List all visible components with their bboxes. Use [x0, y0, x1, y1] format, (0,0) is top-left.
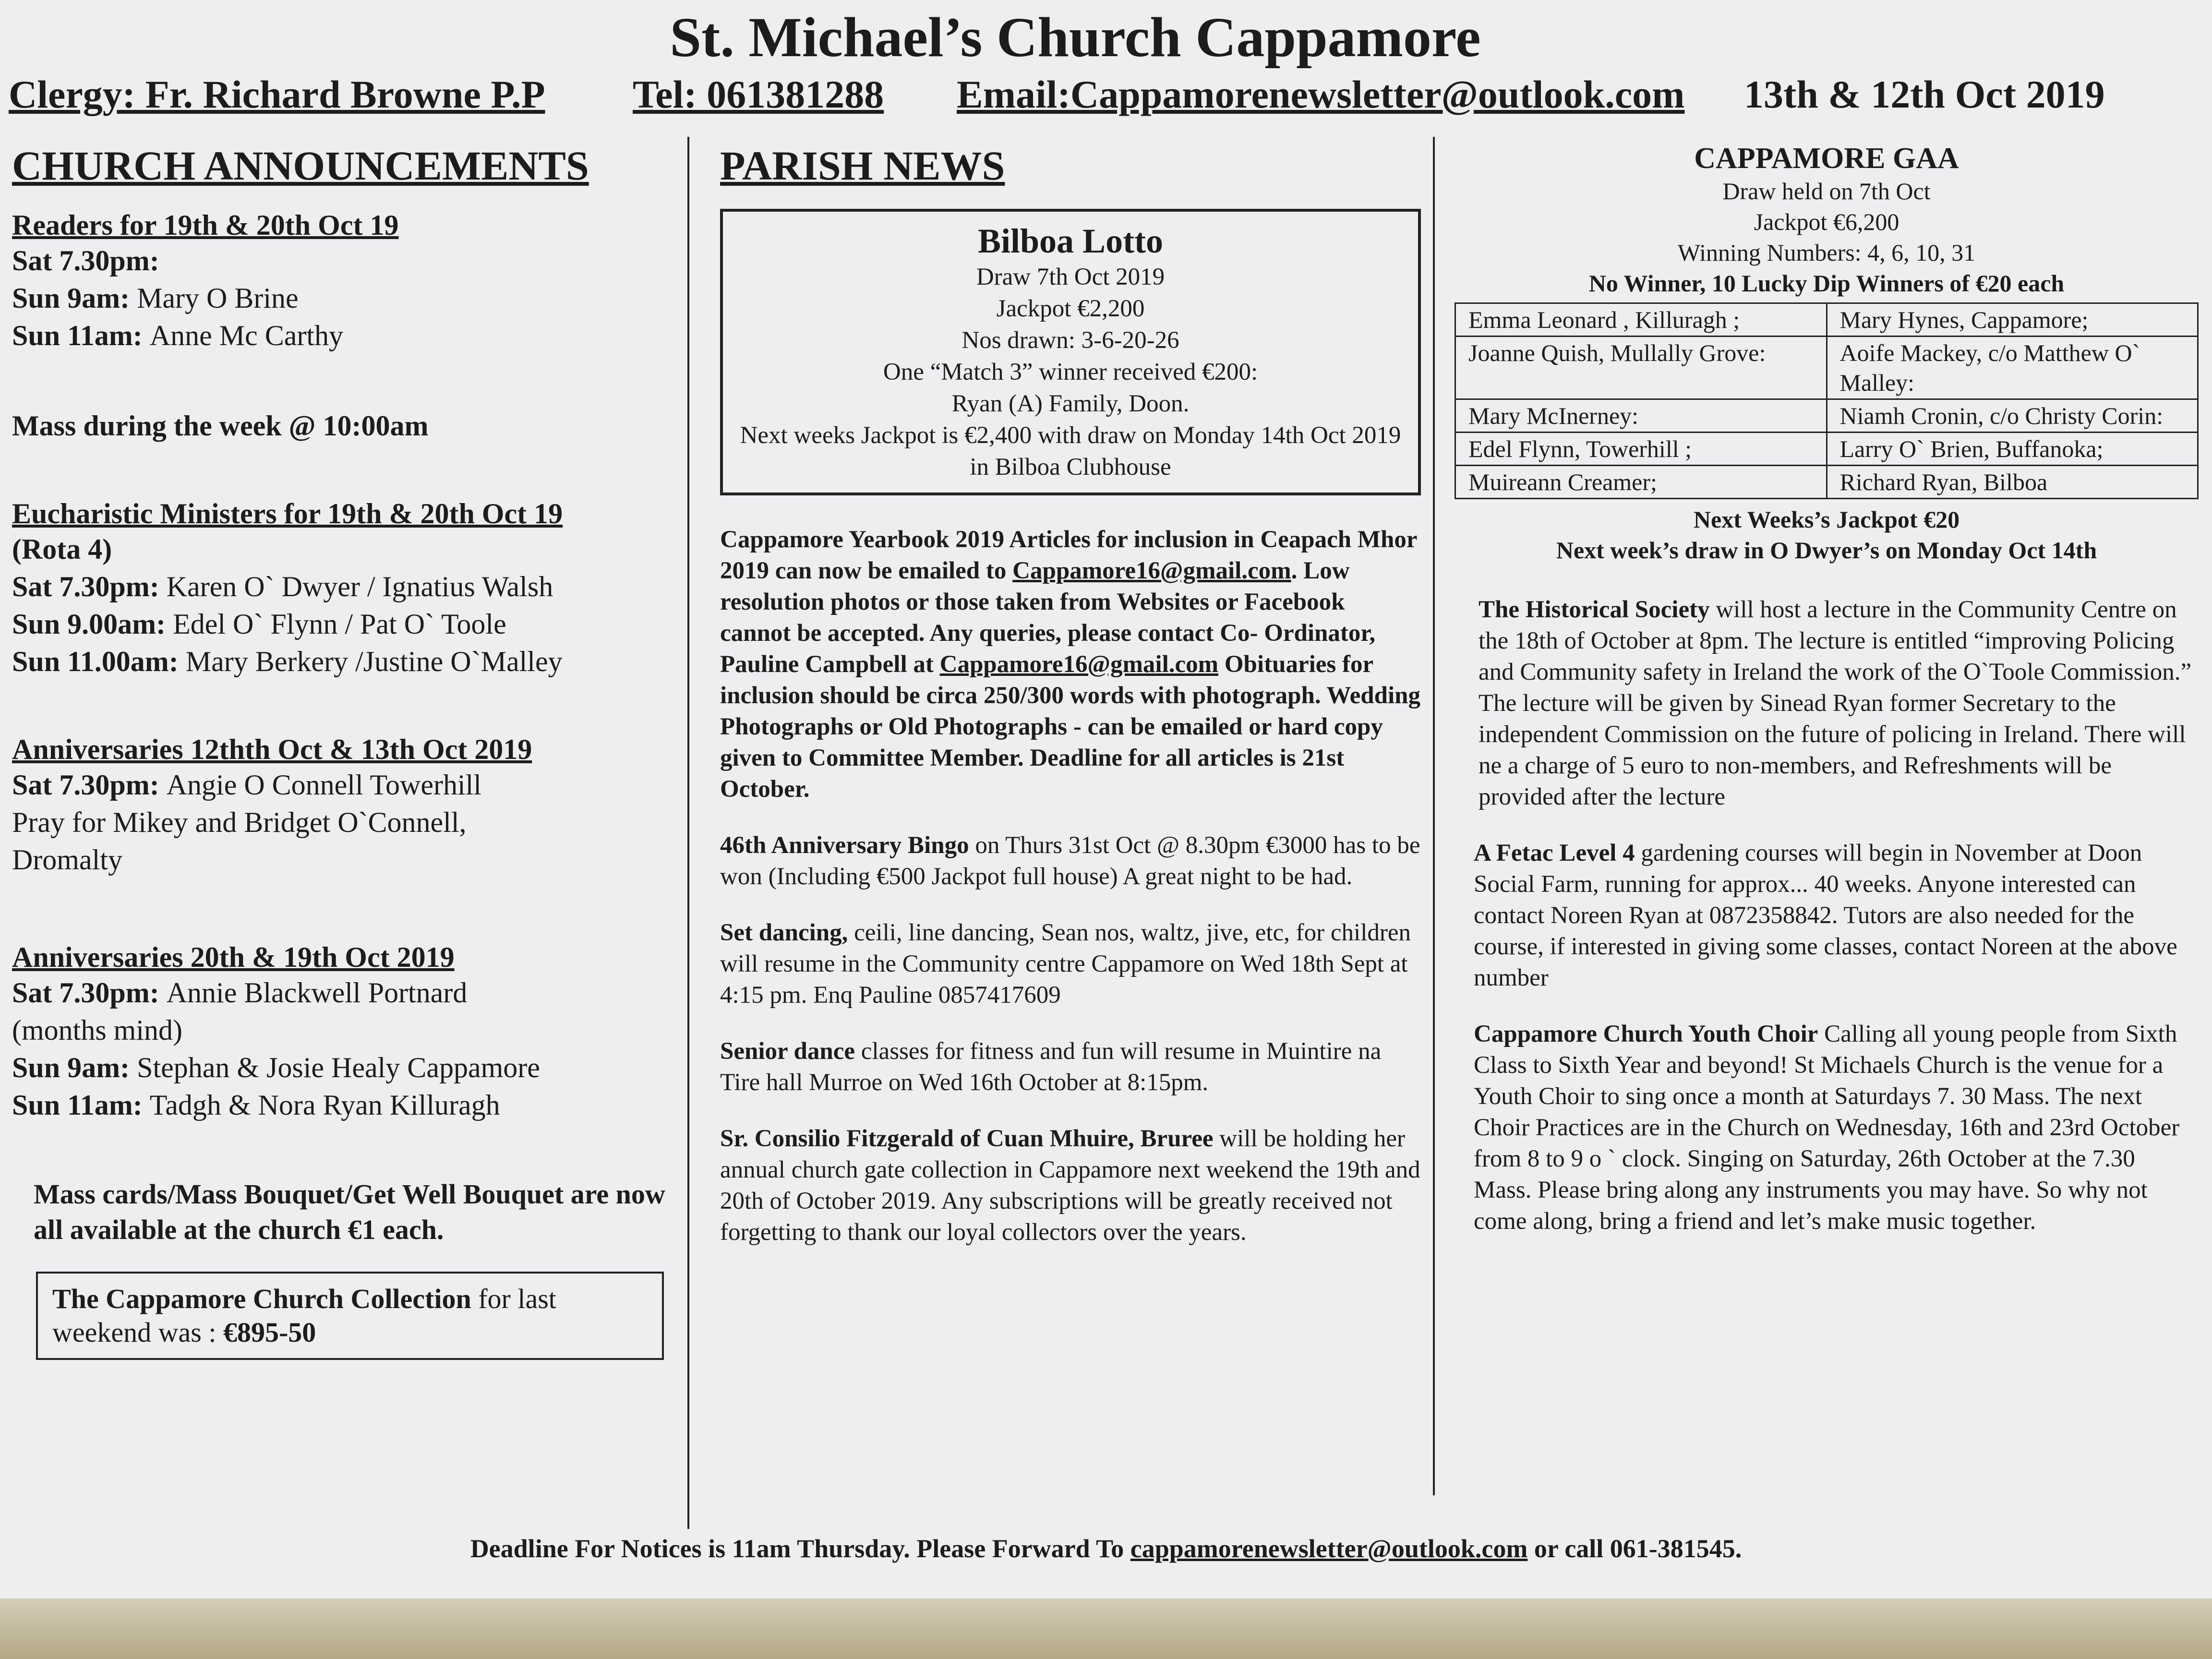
- table-row: [1455, 433, 2198, 466]
- gaa-line: Jackpot €6,200: [1754, 208, 1899, 235]
- schedule-line: [12, 841, 677, 878]
- anniversaries-list: [12, 974, 677, 1124]
- gaa-draw-details: [1455, 176, 2199, 268]
- schedule-time: Sat 7.30pm:: [12, 769, 167, 801]
- set-dancing-text: ceili, line dancing, Sean nos, waltz, jive, etc, for children will resume in the Community centre Cappamore on Wed 18th Sept at 4:15 pm. Enq Pauline 0857417609: [720, 919, 1411, 1009]
- yearbook-text: Cappamore Yearbook 2019 Articles for inclusion in Ceapach Mhor 2019 can now be emailed to: [720, 526, 1417, 584]
- schedule-names: (months mind): [12, 1014, 182, 1046]
- collection-box: [36, 1272, 664, 1360]
- gaa-line: Draw held on 7th Oct: [1722, 178, 1931, 204]
- winner-cell: Larry O` Brien, Buffanoka;: [1827, 433, 2198, 466]
- collection-label: The Cappamore Church Collection: [52, 1283, 471, 1314]
- footer-notice: [0, 1534, 2212, 1563]
- issue-date: 13th & 12th Oct 2019: [1744, 72, 2105, 116]
- senior-dance-text: classes for fitness and fun will resume in Muintire na Tire hall Murroe on Wed 16th October at 8:15pm.: [720, 1038, 1382, 1096]
- email-address[interactable]: Email:Cappamorenewsletter@outlook.com: [957, 72, 1685, 116]
- schedule-time: Sun 9am:: [12, 282, 137, 314]
- set-dancing-notice: [720, 917, 1421, 1011]
- schedule-names: Angie O Connell Towerhill: [166, 769, 481, 801]
- lotto-line: Draw 7th Oct 2019: [976, 264, 1165, 290]
- gaa-winners-table: [1455, 302, 2199, 499]
- bingo-notice: [720, 830, 1421, 892]
- schedule-time: Sun 9am:: [12, 1052, 137, 1083]
- lotto-line: Next weeks Jackpot is €2,400 with draw on Monday 14th Oct 2019 in Bilboa Clubhouse: [740, 422, 1401, 481]
- schedule-time: Sat 7.30pm:: [12, 571, 167, 602]
- schedule-names: Karen O` Dwyer / Ignatius Walsh: [166, 571, 553, 602]
- anniversaries-heading: Anniversaries 20th & 19th Oct 2019: [12, 941, 455, 973]
- schedule-names: Mary Berkery /Justine O`Malley: [185, 646, 563, 677]
- winner-cell: Joanne Quish, Mullally Grove:: [1455, 337, 1827, 399]
- anniversaries-heading: Anniversaries 12thth Oct & 13th Oct 2019: [12, 733, 532, 765]
- choir-lead: Cappamore Church Youth Choir: [1474, 1021, 1818, 1047]
- lotto-box: [720, 209, 1421, 495]
- gaa-next-draw: Next week’s draw in O Dwyer’s on Monday Oct 14th: [1556, 537, 2097, 564]
- schedule-time: Sun 11am:: [12, 1089, 150, 1121]
- newsletter-title: St. Michael’s Church Cappamore: [670, 6, 1481, 69]
- table-row: [1455, 303, 2198, 337]
- collection-amount: €895-50: [223, 1317, 316, 1348]
- readers-list: [12, 242, 677, 354]
- yearbook-text: . Low resolution photos or those taken from Websites or Facebook cannot be accepted. Any queries, please contact Co- Ordinator, Pauline Campbell at: [720, 557, 1376, 678]
- ministers-heading: Eucharistic Ministers for 19th & 20th Oct 19: [12, 498, 563, 529]
- lotto-details: [737, 261, 1404, 483]
- schedule-names: Annie Blackwell Portnard: [166, 977, 468, 1009]
- rota-label: (Rota 4): [12, 533, 112, 565]
- column-divider: [1433, 137, 1435, 1495]
- clergy-label: Clergy: Fr. Richard Browne P.P: [9, 72, 545, 116]
- parish-news-column: [720, 142, 1421, 1273]
- fetac-text: gardening courses will begin in November at Doon Social Farm, running for approx... 40 weeks. Anyone interested can contact Noreen Ryan at 0872358842. Tutors are also needed for the course, if interested in giving some classes, contact Noreen at the above number: [1474, 840, 2177, 991]
- youth-choir-notice: [1455, 1019, 2199, 1237]
- schedule-line: [12, 568, 677, 605]
- schedule-line: [12, 643, 677, 680]
- readers-heading: Readers for 19th & 20th Oct 19: [12, 209, 399, 241]
- gaa-no-winner: No Winner, 10 Lucky Dip Winners of €20 each: [1588, 270, 2065, 297]
- schedule-names: Pray for Mikey and Bridget O`Connell,: [12, 806, 467, 838]
- choir-text: Calling all young people from Sixth Class to Sixth Year and beyond! St Michaels Church is the venue for a Youth Choir to sing once a month at Saturdays 7. 30 Mass. The next Choir Practices are in the Church on Wednesday, 16th and 23rd October from 8 to 9 o ` clock. Singing on Saturday, 26th October at the 7.30 Mass. Please bring along any instruments you may have. So why not come along, bring a friend and let’s make music together.: [1474, 1021, 2180, 1235]
- winner-cell: Mary McInerney:: [1455, 399, 1827, 433]
- column-divider: [687, 137, 689, 1529]
- schedule-time: Sun 9.00am:: [12, 608, 173, 640]
- gaa-next-jackpot: Next Weeks’s Jackpot €20: [1693, 506, 1960, 533]
- historical-society-notice: [1455, 594, 2199, 813]
- schedule-line: [12, 317, 677, 354]
- schedule-names: Mary O Brine: [137, 282, 299, 314]
- church-gate-collection-notice: [720, 1123, 1421, 1248]
- senior-dance-notice: [720, 1036, 1421, 1098]
- bingo-lead: 46th Anniversary Bingo: [720, 832, 969, 859]
- lotto-line: Ryan (A) Family, Doon.: [951, 390, 1190, 417]
- lotto-line: Nos drawn: 3-6-20-26: [962, 327, 1179, 354]
- yearbook-email-link[interactable]: Cappamore16@gmail.com: [1012, 557, 1291, 584]
- schedule-line: [12, 605, 677, 643]
- schedule-time: Sat 7.30pm:: [12, 245, 159, 276]
- ministers-list: [12, 568, 677, 680]
- schedule-names: Dromalty: [12, 844, 122, 876]
- winner-cell: Aoife Mackey, c/o Matthew O` Malley:: [1827, 337, 2198, 399]
- schedule-time: Sun 11.00am:: [12, 646, 186, 677]
- church-announcements-column: [12, 142, 677, 1360]
- table-surface: [0, 1599, 2212, 1659]
- historical-lead: The Historical Society: [1479, 596, 1710, 623]
- telephone: Tel: 061381288: [633, 72, 884, 116]
- bingo-text: on Thurs 31st Oct @ 8.30pm €3000 has to be won (Including €500 Jackpot full house) A great night to be had.: [720, 832, 1420, 890]
- schedule-line: [12, 1049, 677, 1086]
- set-dancing-lead: Set dancing,: [720, 919, 848, 946]
- table-row: [1455, 399, 2198, 433]
- section-heading: CHURCH ANNOUNCEMENTS: [12, 143, 589, 189]
- schedule-line: [12, 1086, 677, 1124]
- schedule-names: Edel O` Flynn / Pat O` Toole: [173, 608, 506, 640]
- yearbook-text: Obituaries for inclusion should be circa 250/300 words with photograph. Wedding Photographs or Old Photographs - can be emailed or hard copy given to Committee Member. Deadline for all articles is 21st October.: [720, 651, 1421, 803]
- anniversaries-list: [12, 766, 677, 878]
- schedule-line: [12, 1011, 677, 1049]
- schedule-names: Stephan & Josie Healy Cappamore: [137, 1052, 540, 1083]
- senior-dance-lead: Senior dance: [720, 1038, 855, 1065]
- consilio-lead: Sr. Consilio Fitzgerald of Cuan Mhuire, Bruree: [720, 1125, 1214, 1152]
- schedule-names: Anne Mc Carthy: [149, 320, 344, 351]
- schedule-line: [12, 242, 677, 279]
- historical-text: will host a lecture in the Community Centre on the 18th of October at 8pm. The lecture is entitled “improving Policing and Community safety in Ireland the work of the O`Toole Commission.” The lecture will be given by Sinead Ryan former Secretary to the independent Commission on the future of policing in Ireland. There will ne a charge of 5 euro to non-members, and Refreshments will be provided after the lecture: [1479, 596, 2192, 810]
- schedule-line: [12, 766, 677, 804]
- schedule-names: Tadgh & Nora Ryan Killuragh: [149, 1089, 500, 1121]
- lotto-line: One “Match 3” winner received €200:: [883, 359, 1258, 385]
- gaa-line: Winning Numbers: 4, 6, 10, 31: [1677, 239, 1976, 266]
- section-heading: PARISH NEWS: [720, 143, 1005, 189]
- consilio-text: will be holding her annual church gate collection in Cappamore next weekend the 19th and 20th of October 2019. Any subscriptions will be greatly received not forgetting to thank our loyal collectors over the years.: [720, 1125, 1420, 1246]
- gaa-heading: CAPPAMORE GAA: [1694, 142, 1959, 175]
- table-row: [1455, 337, 2198, 399]
- winner-cell: Mary Hynes, Cappamore;: [1827, 303, 2198, 337]
- winner-cell: Muireann Creamer;: [1455, 466, 1827, 499]
- lotto-line: Jackpot €2,200: [996, 295, 1145, 322]
- table-row: [1455, 466, 2198, 499]
- footer-email-link[interactable]: cappamorenewsletter@outlook.com: [1130, 1534, 1528, 1563]
- collection-label-rest: for last weekend was :: [52, 1283, 556, 1348]
- winner-cell: Emma Leonard , Killuragh ;: [1455, 303, 1827, 337]
- footer-text: Deadline For Notices is 11am Thursday. Please Forward To: [470, 1534, 1130, 1563]
- footer-text: or call 061-381545.: [1527, 1534, 1742, 1563]
- coordinator-email-link[interactable]: Cappamore16@gmail.com: [939, 651, 1219, 678]
- schedule-line: [12, 279, 677, 317]
- winner-cell: Edel Flynn, Towerhill ;: [1455, 433, 1827, 466]
- fetac-lead: A Fetac Level 4: [1474, 840, 1635, 866]
- winner-cell: Niamh Cronin, c/o Christy Corin:: [1827, 399, 2198, 433]
- winner-cell: Richard Ryan, Bilboa: [1827, 466, 2198, 499]
- fetac-notice: [1455, 838, 2199, 994]
- mass-week-notice: Mass during the week @ 10:00am: [12, 410, 429, 442]
- mass-cards-notice: Mass cards/Mass Bouquet/Get Well Bouquet are now all available at the church €1 each.: [34, 1178, 665, 1245]
- schedule-time: Sat 7.30pm:: [12, 977, 167, 1009]
- schedule-line: [12, 974, 677, 1011]
- schedule-time: Sun 11am:: [12, 320, 150, 351]
- lotto-title: Bilboa Lotto: [977, 222, 1164, 260]
- schedule-line: [12, 804, 677, 841]
- gaa-column: [1455, 142, 2199, 1262]
- yearbook-notice: [720, 524, 1421, 805]
